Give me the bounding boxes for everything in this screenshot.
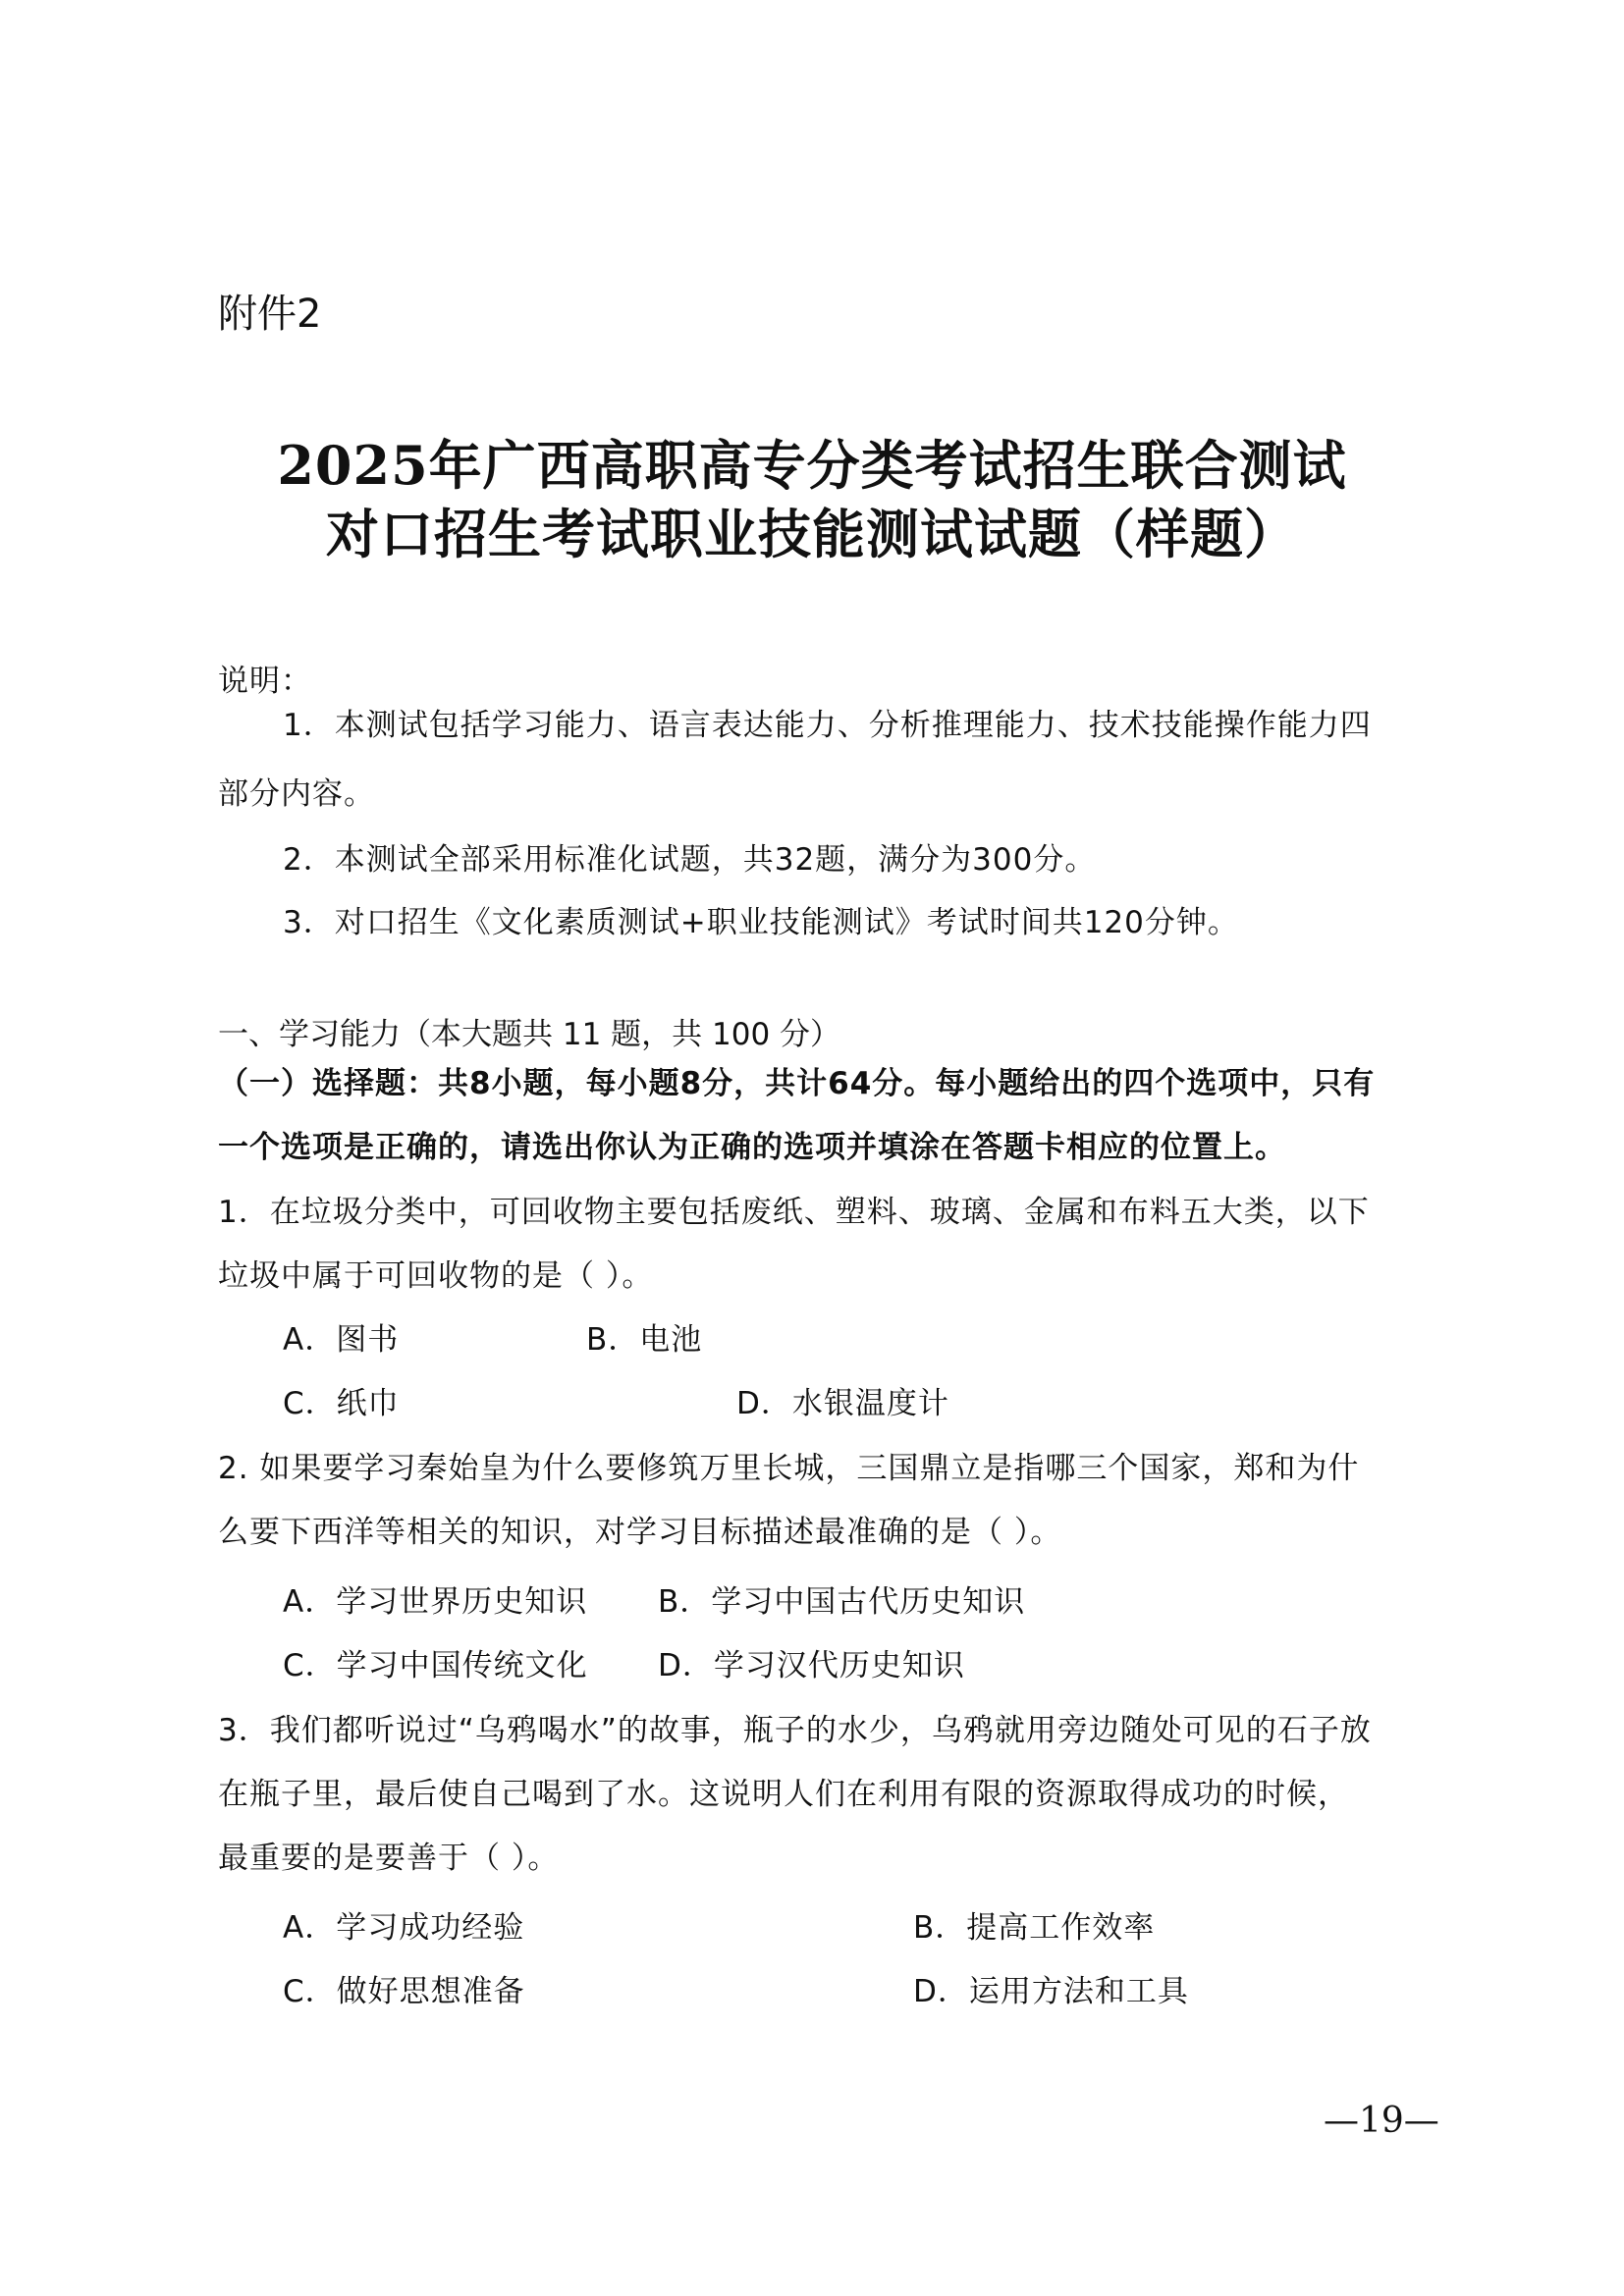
notes-heading: 说明： [218,664,312,699]
section-1-heading: 一、学习能力（本大题共 11 题，共 100 分） [218,1017,841,1052]
question-1-stem-line1: 1．在垃圾分类中，可回收物主要包括废纸、塑料、玻璃、金属和布料五大类，以下 [218,1195,1370,1230]
section-1-instruction-line1: （一）选择题：共8小题，每小题8分，共计64分。每小题给出的四个选项中，只有 [218,1066,1376,1101]
question-3-stem-line2: 在瓶子里，最后使自己喝到了水。这说明人们在利用有限的资源取得成功的时候， [218,1777,1349,1812]
question-3-option-d: D．运用方法和工具 [913,1974,1189,2009]
question-3-option-c: C．做好思想准备 [283,1974,525,2009]
question-2-stem-line2: 么要下西洋等相关的知识，对学习目标描述最准确的是（ ）。 [218,1515,1062,1550]
question-2-option-b: B．学习中国古代历史知识 [658,1584,1026,1620]
question-1-option-c: C．纸巾 [283,1386,400,1421]
question-3-stem-line3: 最重要的是要善于（ ）。 [218,1841,560,1876]
note-item-2: 2．本测试全部采用标准化试题，共32题，满分为300分。 [283,842,1097,878]
question-2-option-d: D．学习汉代历史知识 [658,1648,965,1683]
note-item-3: 3．对口招生《文化素质测试+职业技能测试》考试时间共120分钟。 [283,905,1239,940]
question-2-option-c: C．学习中国传统文化 [283,1648,588,1683]
note-item-1-line2: 部分内容。 [218,776,375,812]
question-3-stem-line1: 3．我们都听说过“乌鸦喝水”的故事，瓶子的水少，乌鸦就用旁边随处可见的石子放 [218,1713,1372,1748]
attachment-label: 附件2 [218,292,322,337]
question-1-stem-line2: 垃圾中属于可回收物的是（ ）。 [218,1258,654,1294]
page-number: —19— [1324,2101,1439,2141]
question-3-option-b: B．提高工作效率 [913,1910,1156,1946]
document-title-line2: 对口招生考试职业技能测试试题（样题） [326,503,1298,565]
question-1-option-b: B．电池 [586,1322,703,1358]
question-2-option-a: A．学习世界历史知识 [283,1584,588,1620]
section-1-instruction-line2: 一个选项是正确的，请选出你认为正确的选项并填涂在答题卡相应的位置上。 [218,1130,1286,1165]
document-title-line1: 2025年广西高职高专分类考试招生联合测试 [277,434,1347,497]
question-3-option-a: A．学习成功经验 [283,1910,525,1946]
question-2-stem-line1: 2. 如果要学习秦始皇为什么要修筑万里长城，三国鼎立是指哪三个国家，郑和为什 [218,1451,1360,1486]
question-1-option-d: D．水银温度计 [736,1386,949,1421]
question-1-option-a: A．图书 [283,1322,400,1358]
note-item-1-line1: 1．本测试包括学习能力、语言表达能力、分析推理能力、技术技能操作能力四 [283,708,1372,743]
